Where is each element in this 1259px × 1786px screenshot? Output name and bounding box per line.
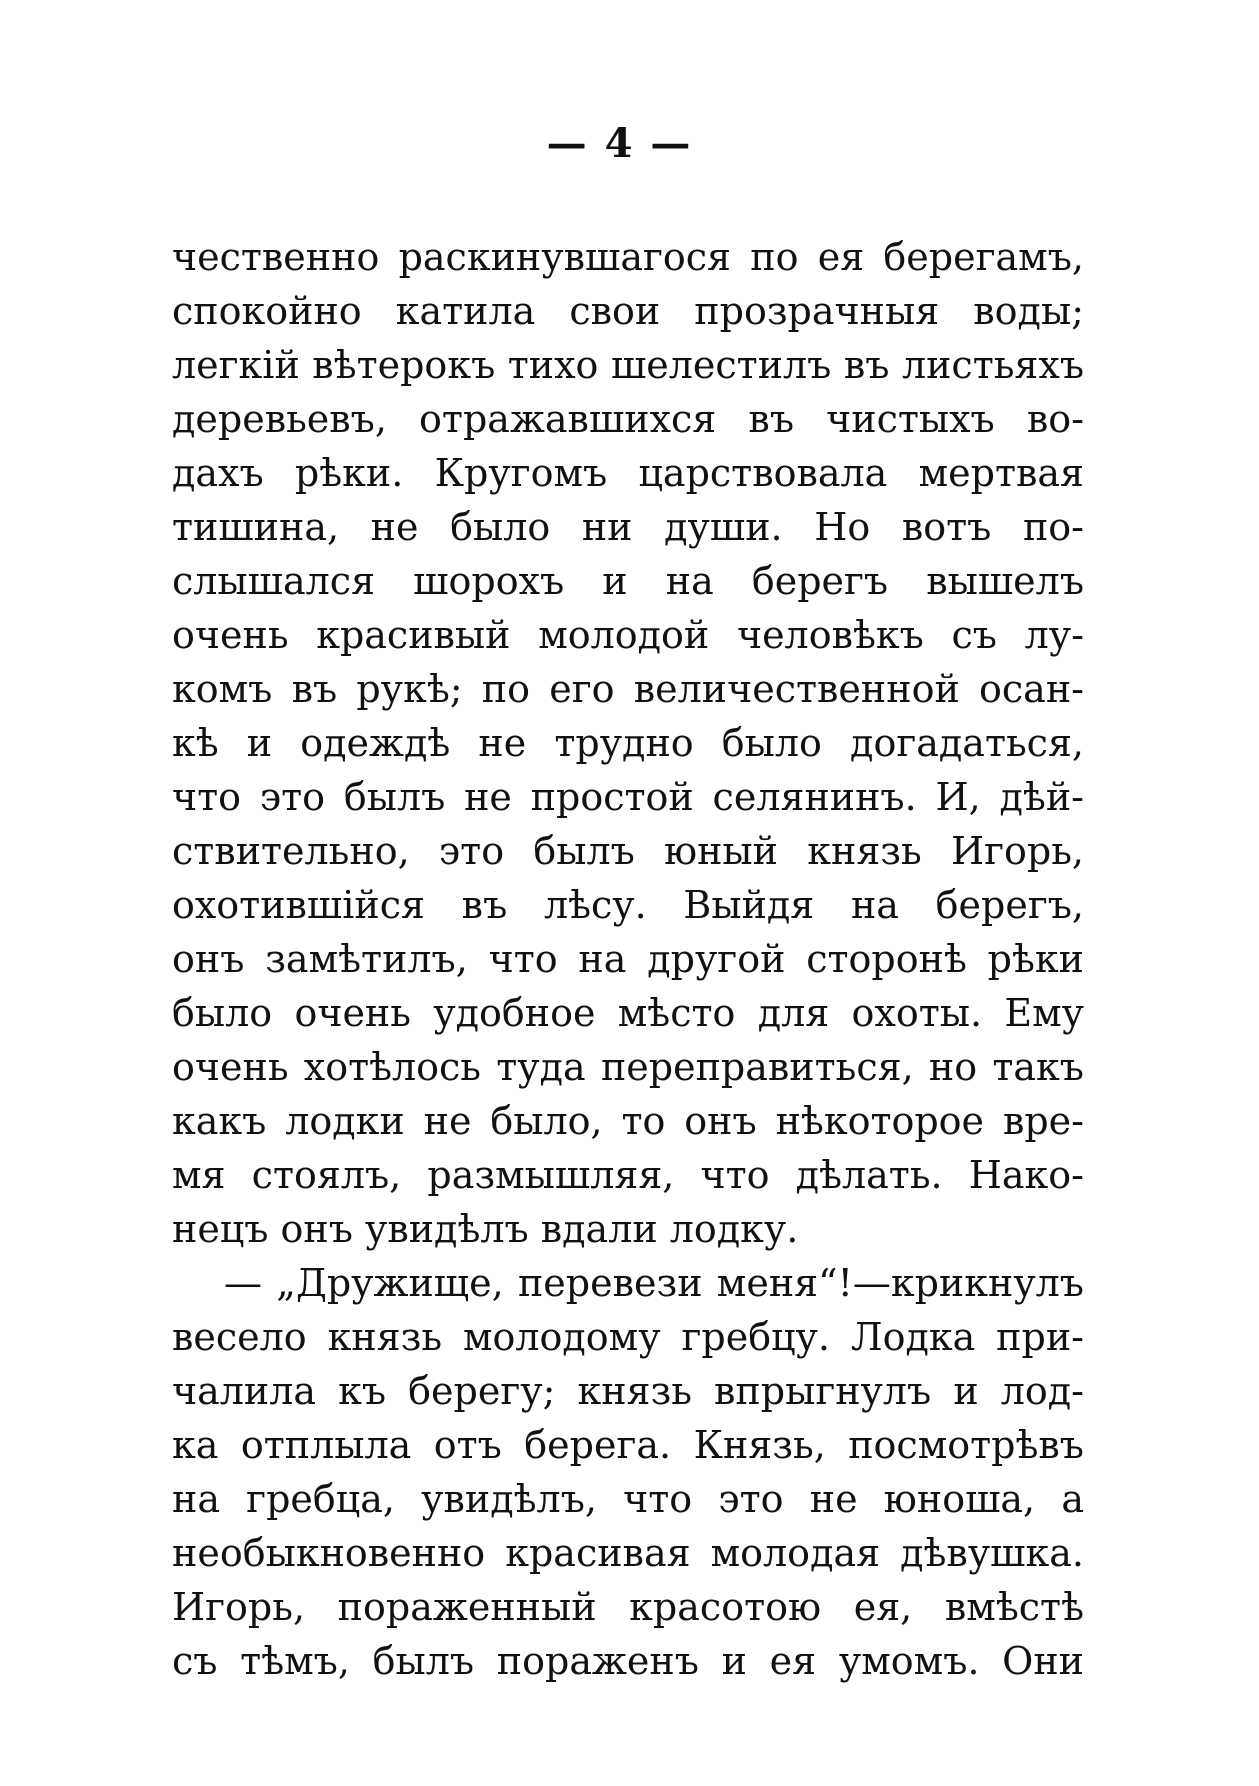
text-line: дахъ рѣки. Кругомъ царствовала мертвая (172, 451, 1084, 495)
body-text (172, 230, 1084, 1688)
text-line: мя стоялъ, размышляя, что дѣлать. Нако- (172, 1153, 1084, 1197)
text-line: чалила къ берегу; князь впрыгнулъ и лод- (172, 1369, 1084, 1413)
text-line: на гребца, увидѣлъ, что это не юноша, а (172, 1477, 1084, 1521)
text-line: слышался шорохъ и на берегъ вышелъ (172, 559, 1084, 603)
text-line: какъ лодки не было, то онъ нѣкоторое вре- (172, 1099, 1084, 1143)
text-line: было очень удобное мѣсто для охоты. Ему (172, 991, 1084, 1035)
text-line: спокойно катила свои прозрачныя воды; (172, 289, 1084, 333)
text-line: чественно раскинувшагося по ея берегамъ, (172, 235, 1084, 279)
text-line: онъ замѣтилъ, что на другой сторонѣ рѣки (172, 937, 1084, 981)
text-line: охотившійся въ лѣсу. Выйдя на берегъ, (172, 883, 1084, 927)
text-line: съ тѣмъ, былъ пораженъ и ея умомъ. Они (172, 1639, 1084, 1683)
text-line: тишина, не было ни души. Но вотъ по- (172, 505, 1084, 549)
text-line: очень красивый молодой человѣкъ съ лу- (172, 613, 1084, 657)
text-line: кѣ и одеждѣ не трудно было догадаться, (172, 721, 1084, 765)
text-line: весело князь молодому гребцу. Лодка при- (172, 1315, 1084, 1359)
paragraph-end-line: нецъ онъ увидѣлъ вдали лодку. (172, 1207, 799, 1251)
text-line: ка отплыла отъ берега. Князь, посмотрѣвъ (172, 1423, 1084, 1467)
page-number: — 4 — (546, 120, 693, 167)
text-line: необыкновенно красивая молодая дѣвушка. (172, 1531, 1084, 1575)
paragraph-start-line: — „Дружище, перевези меня“!—крикнулъ (224, 1261, 1084, 1305)
text-line: очень хотѣлось туда переправиться, но такъ (172, 1045, 1084, 1089)
text-line: ствительно, это былъ юный князь Игорь, (172, 829, 1084, 873)
text-line: что это былъ не простой селянинъ. И, дѣй- (172, 775, 1084, 819)
text-line: Игорь, пораженный красотою ея, вмѣстѣ (172, 1585, 1084, 1629)
text-line: комъ въ рукѣ; по его величественной осан- (172, 667, 1084, 711)
text-line: легкій вѣтерокъ тихо шелестилъ въ листьяхъ (172, 343, 1084, 387)
text-line: деревьевъ, отражавшихся въ чистыхъ во- (172, 397, 1084, 441)
